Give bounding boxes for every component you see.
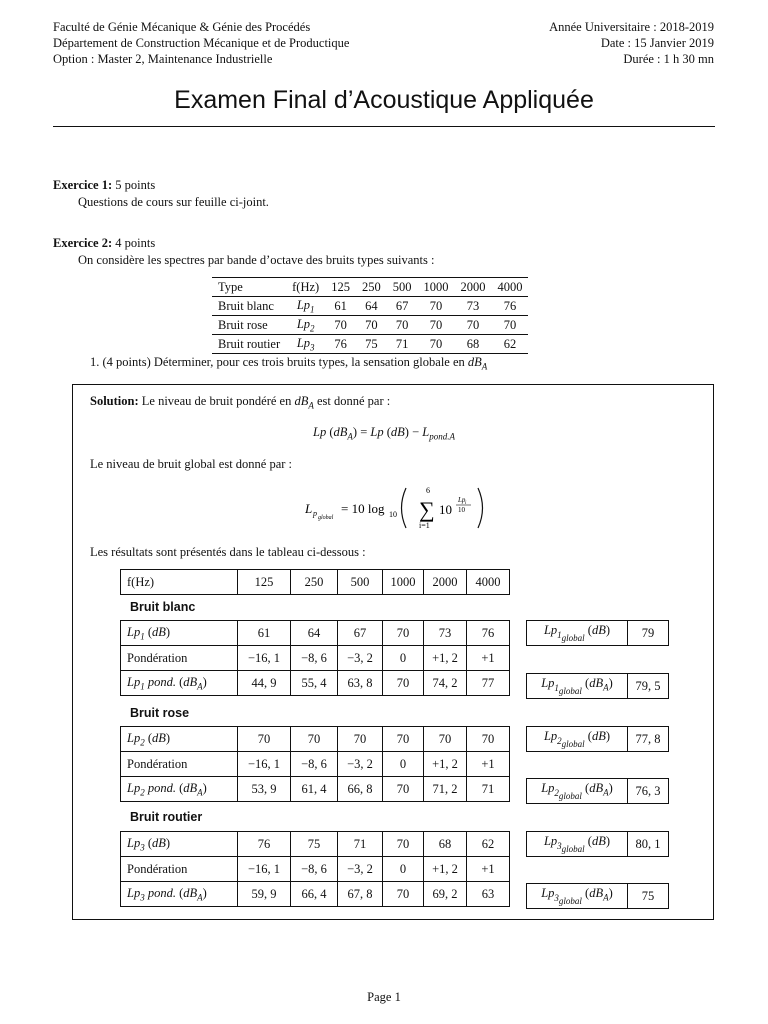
value-cell: 68 bbox=[424, 832, 467, 857]
row-label: Pondération bbox=[121, 752, 238, 777]
value-cell: 59, 9 bbox=[238, 882, 291, 907]
symbol-cell: $Lp_1$ bbox=[286, 297, 325, 316]
value-cell: 62 bbox=[467, 832, 510, 857]
value-cell: 0 bbox=[383, 752, 424, 777]
value-cell: 70 bbox=[325, 316, 356, 335]
value-cell: 71 bbox=[338, 832, 383, 857]
value-cell: 70 bbox=[417, 297, 454, 316]
freq-cell: 2000 bbox=[424, 570, 467, 595]
page-number: Page 1 bbox=[367, 990, 401, 1004]
value-cell: 70 bbox=[383, 832, 424, 857]
row-label: $Lp_3$ (dB) bbox=[121, 832, 238, 857]
global-dba-routier bbox=[526, 883, 669, 909]
svg-text:L: L bbox=[305, 501, 313, 516]
exercise-2 bbox=[53, 235, 435, 269]
global-label: $Lp_{2_{global}}$ $(dB_A)$ bbox=[527, 779, 628, 804]
header-left bbox=[53, 19, 349, 67]
svg-text:i=1: i=1 bbox=[419, 521, 430, 530]
value-cell: 44, 9 bbox=[238, 671, 291, 696]
value-cell: 70 bbox=[417, 316, 454, 335]
svg-text:10: 10 bbox=[458, 506, 465, 514]
value-cell: −3, 2 bbox=[338, 646, 383, 671]
value-cell: +1, 2 bbox=[424, 857, 467, 882]
value-cell: 70 bbox=[491, 316, 528, 335]
value-cell: −8, 6 bbox=[291, 752, 338, 777]
value-cell: 70 bbox=[383, 777, 424, 802]
table-row bbox=[527, 832, 669, 857]
row-label: Pondération bbox=[121, 857, 238, 882]
title-rule bbox=[53, 126, 715, 127]
row-label: Pondération bbox=[121, 646, 238, 671]
department-line: Département de Construction Mécanique et de Productique bbox=[53, 36, 350, 50]
col-header: 250 bbox=[356, 278, 387, 297]
table-row bbox=[121, 857, 510, 882]
global-value: 75 bbox=[628, 884, 669, 909]
table-row bbox=[527, 674, 669, 699]
value-cell: 76 bbox=[467, 621, 510, 646]
section-bruit-routier: Bruit routier bbox=[130, 810, 203, 824]
table-row bbox=[121, 752, 510, 777]
type-cell: Bruit rose bbox=[212, 316, 286, 335]
value-cell: 76 bbox=[238, 832, 291, 857]
value-cell: 55, 4 bbox=[291, 671, 338, 696]
value-cell: 68 bbox=[454, 335, 491, 354]
value-cell: −8, 6 bbox=[291, 646, 338, 671]
row-label: $Lp_3$ pond. $(dB_A)$ bbox=[121, 882, 238, 907]
exam-duration: Durée : 1 h 30 mn bbox=[623, 52, 714, 66]
value-cell: −8, 6 bbox=[291, 857, 338, 882]
global-label: $Lp_{3_{global}}$ $(dB_A)$ bbox=[527, 884, 628, 909]
solution-intro-end: est donné par : bbox=[317, 394, 391, 408]
value-cell: 70 bbox=[417, 335, 454, 354]
value-cell: 67 bbox=[387, 297, 418, 316]
table-row bbox=[527, 727, 669, 752]
table-row bbox=[121, 646, 510, 671]
table-row bbox=[121, 777, 510, 802]
global-value: 76, 3 bbox=[628, 779, 669, 804]
faculty-line: Faculté de Génie Mécanique & Génie des Procédés bbox=[53, 20, 311, 34]
global-value: 77, 8 bbox=[628, 727, 669, 752]
svg-text:i: i bbox=[465, 501, 467, 506]
exercise-1 bbox=[53, 177, 269, 211]
results-table-routier bbox=[120, 831, 510, 907]
value-cell: 61 bbox=[325, 297, 356, 316]
freq-cell: 125 bbox=[238, 570, 291, 595]
value-cell: 77 bbox=[467, 671, 510, 696]
results-table-rose bbox=[120, 726, 510, 802]
value-cell: +1, 2 bbox=[424, 646, 467, 671]
value-cell: 0 bbox=[383, 857, 424, 882]
value-cell: 62 bbox=[491, 335, 528, 354]
value-cell: 64 bbox=[291, 621, 338, 646]
value-cell: 71, 2 bbox=[424, 777, 467, 802]
col-header: 2000 bbox=[454, 278, 491, 297]
freq-label-cell: f(Hz) bbox=[121, 570, 238, 595]
table-row bbox=[212, 335, 528, 354]
value-cell: −16, 1 bbox=[238, 752, 291, 777]
table-row bbox=[212, 297, 528, 316]
value-cell: 70 bbox=[291, 727, 338, 752]
global-value: 79 bbox=[628, 621, 669, 646]
svg-text:= 10 log: = 10 log bbox=[341, 501, 385, 516]
formula-weighted: Lp $(dB_A) = Lp$ $(dB) - L_{pond.A}$ bbox=[313, 425, 455, 442]
global-label: $Lp_{1_{global}}$ (dB) bbox=[527, 621, 628, 646]
value-cell: 0 bbox=[383, 646, 424, 671]
symbol-cell: $Lp_3$ bbox=[286, 335, 325, 354]
results-freq-table bbox=[120, 569, 510, 595]
global-db-rose bbox=[526, 726, 669, 752]
spectra-table bbox=[212, 277, 528, 354]
ex1-points: 5 points bbox=[115, 178, 156, 192]
svg-text:p: p bbox=[313, 509, 317, 518]
table-row bbox=[527, 621, 669, 646]
formula-global-svg bbox=[305, 484, 495, 532]
freq-cell: 4000 bbox=[467, 570, 510, 595]
row-label: $Lp_1$ pond. $(dB_A)$ bbox=[121, 671, 238, 696]
type-cell: Bruit blanc bbox=[212, 297, 286, 316]
ex1-label: Exercice 1: bbox=[53, 178, 113, 192]
ex2-text: On considère les spectres par bande d’octave des bruits types suivants : bbox=[78, 253, 435, 267]
global-value: 79, 5 bbox=[628, 674, 669, 699]
value-cell: 75 bbox=[291, 832, 338, 857]
value-cell: 70 bbox=[454, 316, 491, 335]
option-line: Option : Master 2, Maintenance Industrielle bbox=[53, 52, 273, 66]
value-cell: 73 bbox=[424, 621, 467, 646]
table-row bbox=[121, 832, 510, 857]
table-row bbox=[121, 671, 510, 696]
freq-cell: 1000 bbox=[383, 570, 424, 595]
value-cell: 70 bbox=[467, 727, 510, 752]
col-header: Type bbox=[212, 278, 286, 297]
ex1-text: Questions de cours sur feuille ci-joint. bbox=[78, 195, 269, 209]
value-cell: 67, 8 bbox=[338, 882, 383, 907]
freq-cell: 500 bbox=[338, 570, 383, 595]
row-label: $Lp_2$ pond. $(dB_A)$ bbox=[121, 777, 238, 802]
results-text: Les résultats sont présentés dans le tableau ci-dessous : bbox=[90, 545, 366, 559]
value-cell: 74, 2 bbox=[424, 671, 467, 696]
value-cell: −3, 2 bbox=[338, 857, 383, 882]
global-text: Le niveau de bruit global est donné par : bbox=[90, 457, 293, 471]
svg-text:∑: ∑ bbox=[419, 497, 435, 522]
exam-date: Date : 15 Janvier 2019 bbox=[600, 36, 714, 50]
value-cell: 67 bbox=[338, 621, 383, 646]
freq-cell: 250 bbox=[291, 570, 338, 595]
value-cell: 70 bbox=[356, 316, 387, 335]
section-bruit-rose: Bruit rose bbox=[130, 706, 190, 720]
value-cell: 76 bbox=[491, 297, 528, 316]
value-cell: −3, 2 bbox=[338, 752, 383, 777]
value-cell: +1 bbox=[467, 857, 510, 882]
global-label: $Lp_{3_{global}}$ (dB) bbox=[527, 832, 628, 857]
table-row bbox=[121, 727, 510, 752]
question-text: 1. (4 points) Déterminer, pour ces trois bruits types, la sensation globale en bbox=[90, 355, 465, 369]
ex2-label: Exercice 2: bbox=[53, 236, 113, 250]
question-1 bbox=[90, 354, 487, 376]
table-row bbox=[121, 570, 510, 595]
table-row bbox=[121, 621, 510, 646]
value-cell: 71 bbox=[467, 777, 510, 802]
svg-text:global: global bbox=[318, 515, 334, 521]
col-header: 125 bbox=[325, 278, 356, 297]
global-label: $Lp_{2_{global}}$ (dB) bbox=[527, 727, 628, 752]
col-header: 4000 bbox=[491, 278, 528, 297]
global-value: 80, 1 bbox=[628, 832, 669, 857]
formula-global bbox=[305, 484, 495, 532]
col-header: f(Hz) bbox=[286, 278, 325, 297]
global-db-routier bbox=[526, 831, 669, 857]
value-cell: 66, 8 bbox=[338, 777, 383, 802]
svg-text:6: 6 bbox=[426, 486, 430, 495]
question-unit: $dB_A$ bbox=[467, 355, 488, 372]
header-right bbox=[549, 19, 714, 67]
value-cell: 75 bbox=[356, 335, 387, 354]
value-cell: +1 bbox=[467, 646, 510, 671]
col-header: 500 bbox=[387, 278, 418, 297]
value-cell: 53, 9 bbox=[238, 777, 291, 802]
value-cell: 70 bbox=[383, 882, 424, 907]
type-cell: Bruit routier bbox=[212, 335, 286, 354]
solution-intro: Solution: Le niveau de bruit pondéré en $dB_A$ est donné par : bbox=[90, 394, 391, 411]
results-table-blanc bbox=[120, 620, 510, 696]
value-cell: 70 bbox=[338, 727, 383, 752]
value-cell: 70 bbox=[424, 727, 467, 752]
svg-text:Lp: Lp bbox=[458, 496, 466, 504]
spectra-header-row bbox=[212, 278, 528, 297]
value-cell: 71 bbox=[387, 335, 418, 354]
row-label: $Lp_1$ (dB) bbox=[121, 621, 238, 646]
value-cell: 61, 4 bbox=[291, 777, 338, 802]
value-cell: +1, 2 bbox=[424, 752, 467, 777]
value-cell: 70 bbox=[383, 727, 424, 752]
value-cell: 70 bbox=[383, 671, 424, 696]
value-cell: 61 bbox=[238, 621, 291, 646]
section-bruit-blanc: Bruit blanc bbox=[130, 600, 196, 614]
svg-text:10: 10 bbox=[389, 510, 397, 519]
ex2-points: 4 points bbox=[115, 236, 156, 250]
solution-label: Solution: bbox=[90, 394, 139, 408]
global-dba-blanc bbox=[526, 673, 669, 699]
value-cell: 63, 8 bbox=[338, 671, 383, 696]
value-cell: +1 bbox=[467, 752, 510, 777]
global-db-blanc bbox=[526, 620, 669, 646]
global-dba-rose bbox=[526, 778, 669, 804]
value-cell: 64 bbox=[356, 297, 387, 316]
value-cell: 76 bbox=[325, 335, 356, 354]
table-row bbox=[527, 779, 669, 804]
page-title: Examen Final d’Acoustique Appliquée bbox=[174, 86, 594, 114]
svg-text:10: 10 bbox=[439, 502, 452, 517]
value-cell: 70 bbox=[383, 621, 424, 646]
value-cell: 70 bbox=[238, 727, 291, 752]
table-row bbox=[121, 882, 510, 907]
academic-year: Année Universitaire : 2018-2019 bbox=[549, 20, 714, 34]
value-cell: 69, 2 bbox=[424, 882, 467, 907]
value-cell: 73 bbox=[454, 297, 491, 316]
value-cell: 70 bbox=[387, 316, 418, 335]
table-row bbox=[527, 884, 669, 909]
value-cell: −16, 1 bbox=[238, 646, 291, 671]
row-label: $Lp_2$ (dB) bbox=[121, 727, 238, 752]
value-cell: 63 bbox=[467, 882, 510, 907]
col-header: 1000 bbox=[417, 278, 454, 297]
value-cell: −16, 1 bbox=[238, 857, 291, 882]
symbol-cell: $Lp_2$ bbox=[286, 316, 325, 335]
table-row bbox=[212, 316, 528, 335]
global-label: $Lp_{1_{global}}$ $(dB_A)$ bbox=[527, 674, 628, 699]
value-cell: 66, 4 bbox=[291, 882, 338, 907]
solution-intro-text: Le niveau de bruit pondéré en bbox=[141, 394, 292, 408]
